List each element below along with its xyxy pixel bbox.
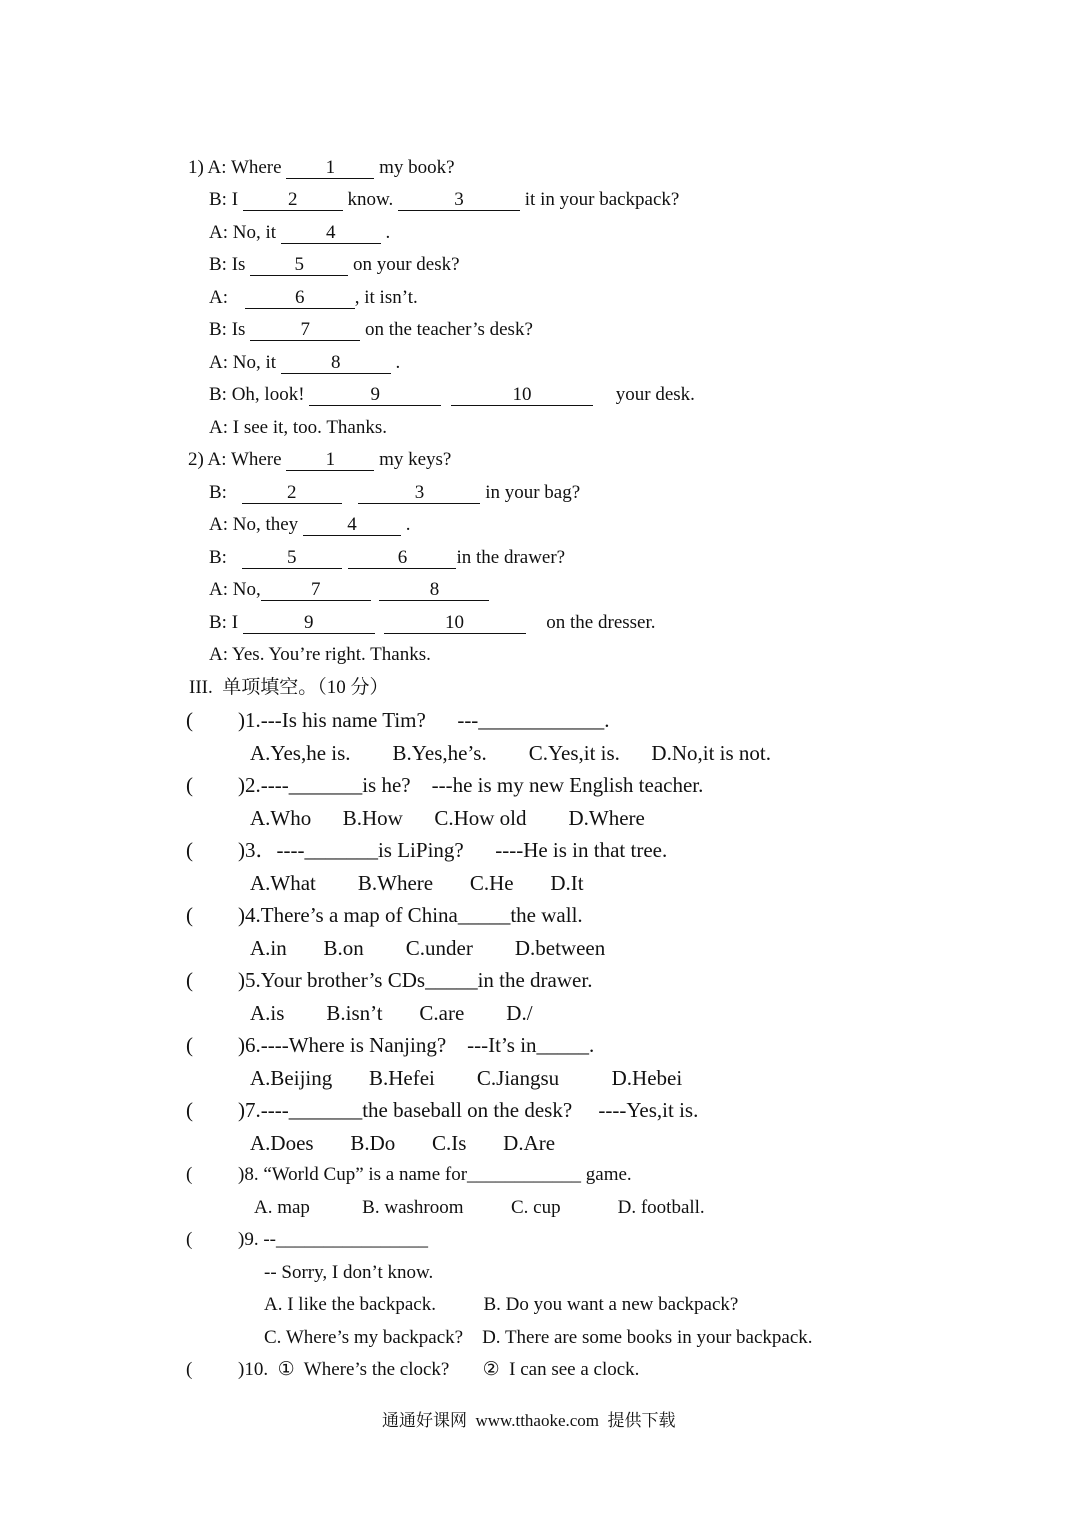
section1-line-1: 1) A: Where 1 my book?	[188, 157, 455, 178]
section1-line-2: B: I 2 know. 3 it in your backpack?	[209, 189, 680, 210]
options-6: A.Beijing B.Hefei C.Jiangsu D.Hebei	[250, 1066, 683, 1090]
section-label: 1)	[188, 157, 204, 178]
question-3: )3．----_______is LiPing? ----He is in that tree.	[238, 838, 668, 862]
paren: (	[186, 838, 193, 862]
paren: (	[186, 1098, 193, 1122]
blank: 8	[379, 580, 489, 601]
section1-line-3: A: No, it 4 .	[209, 222, 391, 243]
question-5: )5.Your brother’s CDs_____in the drawer.	[238, 968, 593, 992]
section1-line-6: B: Is 7 on the teacher’s desk?	[209, 319, 533, 340]
blank: 9	[309, 385, 441, 406]
options-8: A. map B. washroom C. cup D. football.	[254, 1197, 705, 1218]
section2-line-4: B: 5 6 in the drawer?	[209, 547, 566, 568]
blank: 1	[286, 450, 374, 471]
blank: 2	[242, 483, 342, 504]
paren: (	[186, 903, 193, 927]
paren: (	[186, 1164, 193, 1185]
question-1: )1.---Is his name Tim? ---____________.	[238, 708, 610, 732]
paren: (	[186, 1359, 193, 1380]
blank: 9	[243, 613, 375, 634]
options-9b: C. Where’s my backpack? D. There are some books in your backpack.	[264, 1327, 813, 1348]
blank: 3	[398, 190, 520, 211]
section1-line-7: A: No, it 8 .	[209, 352, 401, 373]
section2-line-6: B: I 9 10 on the dresser.	[209, 612, 656, 633]
question-4: )4.There’s a map of China_____the wall.	[238, 903, 583, 927]
paren: (	[186, 708, 193, 732]
blank: 10	[384, 613, 526, 634]
blank: 4	[303, 515, 401, 536]
section2-line-2: B: 2 3 in your bag?	[209, 482, 581, 503]
section2-line-3: A: No, they 4 .	[209, 514, 411, 535]
paren: (	[186, 773, 193, 797]
options-2: A.Who B.How C.How old D.Where	[250, 806, 645, 830]
blank: 6	[348, 548, 456, 569]
paren: (	[186, 968, 193, 992]
options-7: A.Does B.Do C.Is D.Are	[250, 1131, 556, 1155]
blank: 2	[243, 190, 343, 211]
options-4: A.in B.on C.under D.between	[250, 936, 606, 960]
blank: 3	[358, 483, 480, 504]
paren: (	[186, 1229, 193, 1250]
options-3: A.What B.Where C.He D.It	[250, 871, 584, 895]
blank: 10	[451, 385, 593, 406]
question-10: )10. ① Where’s the clock? ② I can see a clock.	[238, 1359, 640, 1380]
question-7: )7.----_______the baseball on the desk? ----Yes,it is.	[238, 1098, 699, 1122]
options-5: A.is B.isn’t C.are D./	[250, 1001, 533, 1025]
question-9: )9. --________________	[238, 1229, 428, 1250]
blank: 1	[286, 158, 374, 179]
section3-heading: III. 单项填空。（10 分）	[189, 677, 389, 698]
section1-line-5: A: 6 , it isn’t.	[209, 287, 418, 308]
blank: 7	[250, 320, 360, 341]
blank: 6	[245, 288, 355, 309]
blank: 4	[281, 223, 381, 244]
section-label: 2)	[188, 449, 204, 470]
section1-line-9: A: I see it, too. Thanks.	[209, 417, 388, 438]
section2-line-5: A: No, 7 8	[209, 578, 489, 602]
question-6: )6.----Where is Nanjing? ---It’s in_____.	[238, 1033, 595, 1057]
blank: 8	[281, 353, 391, 374]
options-1: A.Yes,he is. B.Yes,he’s. C.Yes,it is. D.No,it is not.	[250, 741, 772, 765]
blank: 5	[250, 255, 348, 276]
question-8: )8. “World Cup” is a name for____________ game.	[238, 1164, 632, 1185]
blank: 5	[242, 548, 342, 569]
footer: 通通好课网 www.tthaoke.com 提供下载	[382, 1411, 676, 1430]
section2-line-1: 2) A: Where 1 my keys?	[188, 449, 452, 470]
reply-9: -- Sorry, I don’t know.	[264, 1262, 434, 1283]
blank: 7	[261, 580, 371, 601]
section2-line-7: A: Yes. You’re right. Thanks.	[209, 644, 431, 665]
options-9a: A. I like the backpack. B. Do you want a new backpack?	[264, 1294, 739, 1315]
paren: (	[186, 1033, 193, 1057]
section1-line-4: B: Is 5 on your desk?	[209, 254, 460, 275]
section1-line-8: B: Oh, look! 9 10 your desk.	[209, 384, 695, 405]
question-2: )2.----_______is he? ---he is my new English teacher.	[238, 773, 704, 797]
